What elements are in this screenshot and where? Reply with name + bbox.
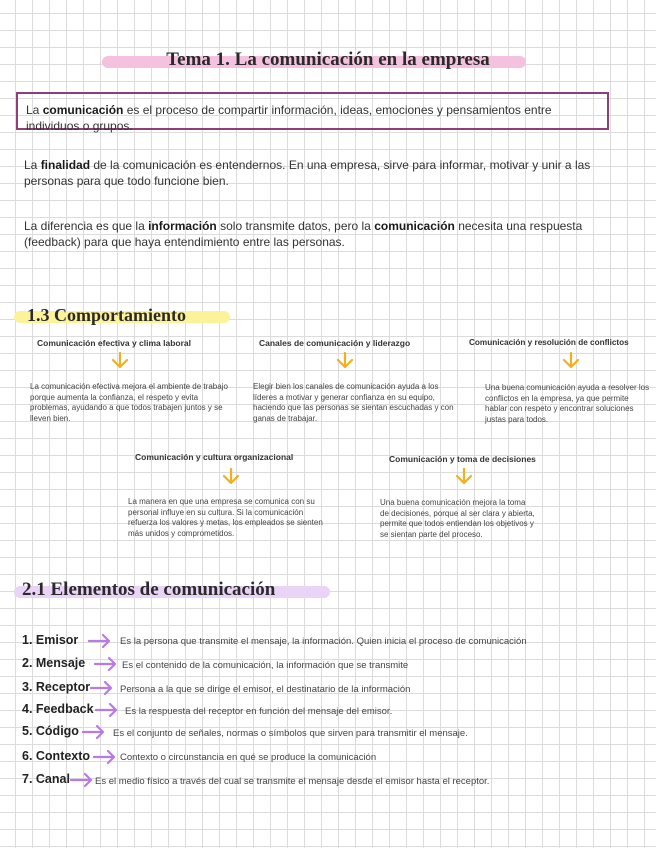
element-desc-feedback: Es la respuesta del receptor en función del mensaje del emisor. bbox=[125, 706, 393, 717]
section2-heading: 2.1 Elementos de comunicación bbox=[22, 579, 276, 600]
arrow-right-icon bbox=[88, 634, 112, 648]
arrow-right-icon bbox=[94, 657, 118, 671]
element-label-receptor: 3. Receptor bbox=[22, 680, 91, 694]
element-desc-emisor: Es la persona que transmite el mensaje, la información. Quien inicia el proceso de comunicación bbox=[120, 636, 527, 647]
definition-pre: La bbox=[26, 103, 43, 117]
element-desc-mensaje: Es el contenido de la comunicación, la información que se transmite bbox=[122, 660, 409, 671]
diferencia-mid: solo transmite datos, pero la bbox=[216, 219, 375, 233]
card-title-decisiones: Comunicación y toma de decisiones bbox=[389, 454, 536, 464]
diferencia-paragraph bbox=[24, 218, 624, 250]
arrow-right-icon bbox=[70, 773, 94, 787]
arrow-down-icon bbox=[111, 352, 129, 370]
card-text-conflictos: Una buena comunicación ayuda a resolver los conflictos en la empresa, ya que permite hablar con respeto y encontrar soluciones justas para todos. bbox=[485, 383, 650, 424]
arrow-down-icon bbox=[336, 352, 354, 370]
element-label-canal: 7. Canal bbox=[22, 772, 70, 786]
definition-post: es el proceso de compartir información, ideas, emociones y pensamientos entre individuos o grupos. bbox=[26, 103, 552, 133]
card-text-cultura: La manera en que una empresa se comunica con su personal influye en su cultura. Si la comunicación refuerza los valores y metas, los empleados se sienten más unidos y comprometidos. bbox=[128, 497, 323, 538]
section1-heading: 1.3 Comportamiento bbox=[27, 305, 186, 325]
definition-box bbox=[16, 92, 609, 133]
finalidad-pre: La bbox=[24, 158, 41, 172]
element-desc-codigo: Es el conjunto de señales, normas o símbolos que sirven para transmitir el mensaje. bbox=[113, 728, 468, 739]
arrow-right-icon bbox=[90, 681, 114, 695]
card-title-cultura: Comunicación y cultura organizacional bbox=[135, 452, 294, 462]
element-desc-contexto: Contexto o circunstancia en qué se produce la comunicación bbox=[120, 752, 377, 763]
arrow-right-icon bbox=[93, 750, 117, 764]
card-title-liderazgo: Canales de comunicación y liderazgo bbox=[259, 338, 411, 348]
arrow-down-icon bbox=[562, 352, 580, 370]
arrow-right-icon bbox=[82, 725, 106, 739]
card-title-clima-laboral: Comunicación efectiva y clima laboral bbox=[37, 338, 192, 348]
arrow-down-icon bbox=[222, 468, 240, 486]
finalidad-paragraph bbox=[24, 157, 624, 189]
element-desc-receptor: Persona a la que se dirige el emisor, el destinatario de la información bbox=[120, 684, 411, 695]
element-label-contexto: 6. Contexto bbox=[22, 749, 91, 763]
finalidad-bold: finalidad bbox=[40, 158, 91, 172]
element-label-emisor: 1. Emisor bbox=[22, 633, 79, 647]
element-label-codigo: 5. Código bbox=[22, 724, 79, 738]
element-label-mensaje: 2. Mensaje bbox=[22, 656, 86, 670]
diferencia-bold-informacion: información bbox=[148, 219, 217, 233]
card-text-clima-laboral: La comunicación efectiva mejora el ambiente de trabajo porque aumenta la confianza, el respeto y evita problemas, ayudando a que todos trabajen juntos y se lleven bien. bbox=[30, 382, 228, 423]
card-text-liderazgo: Elegir bien los canales de comunicación ayuda a los líderes a motivar y generar confianza en su equipo, haciendo que las personas se sientan escuchadas y con ganas de trabajar. bbox=[253, 382, 454, 423]
arrow-right-icon bbox=[95, 703, 119, 717]
diferencia-post: necesita una respuesta (feedback) para que haya entendimiento entre las personas. bbox=[24, 219, 583, 249]
arrow-down-icon bbox=[455, 468, 473, 486]
card-title-conflictos: Comunicación y resolución de conflictos bbox=[469, 338, 629, 347]
diferencia-pre: La diferencia es que la bbox=[24, 219, 149, 233]
element-desc-canal: Es el medio físico a través del cual se transmite el mensaje desde el emisor hasta el receptor. bbox=[95, 776, 490, 787]
definition-bold: comunicación bbox=[42, 103, 124, 117]
element-label-feedback: 4. Feedback bbox=[22, 702, 94, 716]
finalidad-post: de la comunicación es entendernos. En una empresa, sirve para informar, motivar y unir a las personas para que todo funcione bien. bbox=[24, 158, 591, 188]
diferencia-bold-comunicacion: comunicación bbox=[374, 219, 455, 233]
card-text-decisiones: Una buena comunicación mejora la toma de decisiones, porque al ser clara y abierta, permite que todos entiendan los objetivos y se sientan parte del proceso. bbox=[380, 498, 535, 539]
page-title: Tema 1. La comunicación en la empresa bbox=[166, 49, 490, 70]
